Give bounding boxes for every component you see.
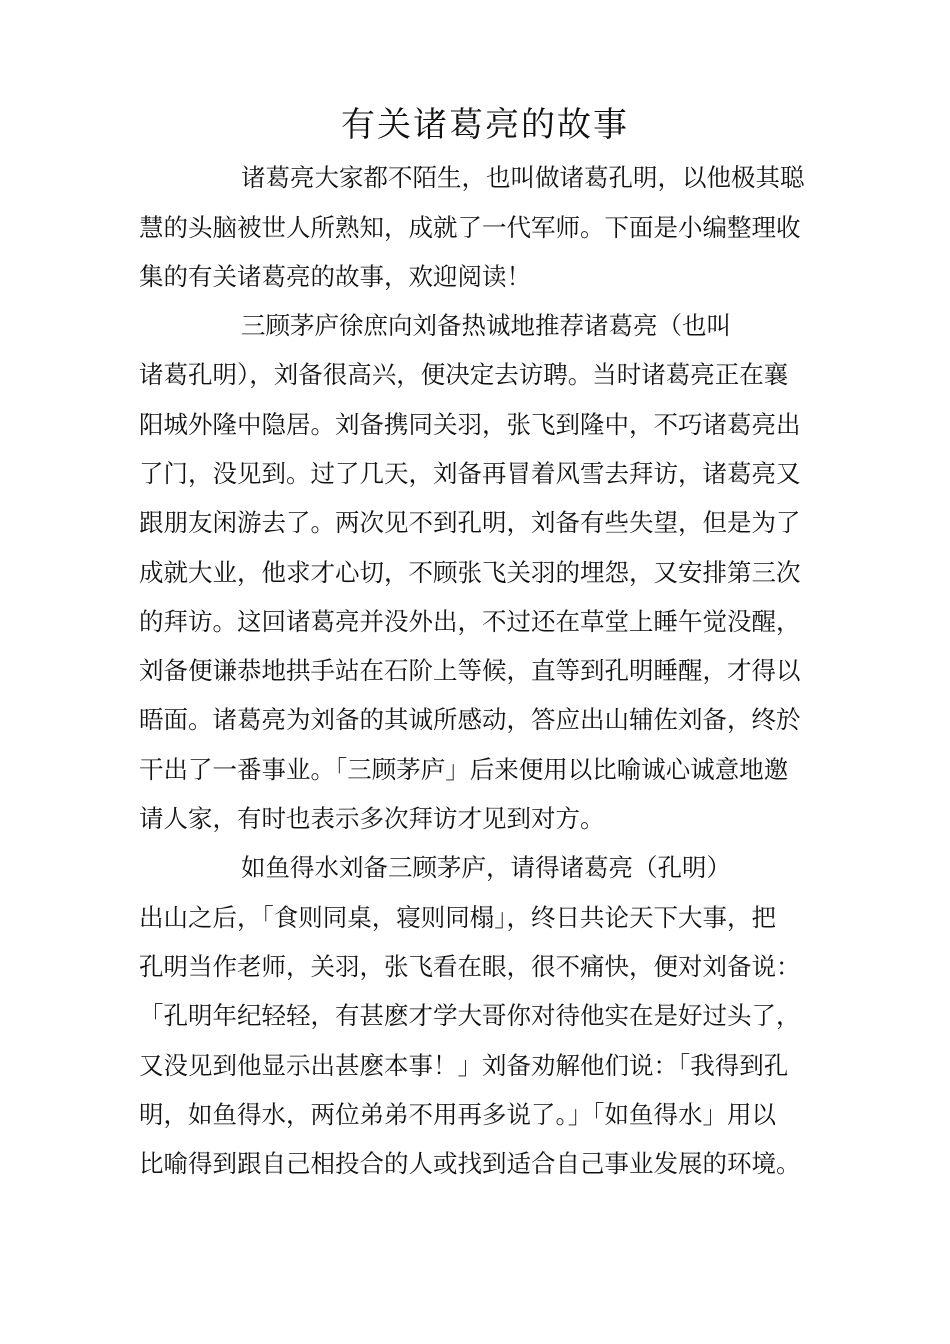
text-line: 晤面。诸葛亮为刘备的其诚所感动，答应出山辅佐刘备，终於 bbox=[139, 705, 801, 734]
text-line: 出山之后，「食则同桌，寝则同榻」，终日共论天下大事，把 bbox=[139, 903, 776, 932]
document-title: 有关诸葛亮的故事 bbox=[341, 105, 629, 145]
text-line: 「孔明年纪轻轻，有甚麽才学大哥你对待他实在是好过头了， bbox=[139, 1001, 801, 1030]
text-line: 请人家，有时也表示多次拜访才见到对方。 bbox=[139, 804, 605, 833]
text-line: 比喻得到跟自己相投合的人或找到适合自己事业发展的环境。 bbox=[139, 1149, 801, 1178]
text-line: 的拜访。这回诸葛亮并没外出，不过还在草堂上睡午觉没醒， bbox=[139, 607, 801, 636]
text-line: 诸葛亮大家都不陌生，也叫做诸葛孔明，以他极其聪 bbox=[241, 163, 805, 192]
text-line: 跟朋友闲游去了。两次见不到孔明，刘备有些失望，但是为了 bbox=[139, 508, 801, 537]
text-line: 干出了一番事业。「三顾茅庐」后来便用以比喻诚心诚意地邀 bbox=[139, 755, 789, 784]
text-line: 如鱼得水刘备三顾茅庐，请得诸葛亮（孔明） bbox=[241, 853, 731, 882]
text-line: 明，如鱼得水，两位弟弟不用再多说了。」「如鱼得水」用以 bbox=[139, 1100, 776, 1129]
text-line: 集的有关诸葛亮的故事，欢迎阅读！ bbox=[139, 262, 531, 291]
text-line: 诸葛孔明），刘备很高兴，便决定去访聘。当时诸葛亮正在襄 bbox=[139, 360, 789, 389]
text-line: 三顾茅庐徐庶向刘备热诚地推荐诸葛亮（也叫 bbox=[241, 311, 731, 340]
text-line: 孔明当作老师，关羽，张飞看在眼，很不痛快，便对刘备说： bbox=[139, 952, 801, 981]
text-line: 又没见到他显示出甚麽本事！」刘备劝解他们说：「我得到孔 bbox=[139, 1051, 789, 1080]
text-line: 成就大业，他求才心切，不顾张飞关羽的埋怨，又安排第三次 bbox=[139, 558, 801, 587]
text-line: 慧的头脑被世人所熟知，成就了一代军师。下面是小编整理收 bbox=[139, 213, 801, 242]
text-line: 刘备便谦恭地拱手站在石阶上等候，直等到孔明睡醒，才得以 bbox=[139, 656, 801, 685]
text-line: 阳城外隆中隐居。刘备携同关羽，张飞到隆中，不巧诸葛亮出 bbox=[139, 410, 801, 439]
text-line: 了门，没见到。过了几天，刘备再冒着风雪去拜访，诸葛亮又 bbox=[139, 459, 801, 488]
